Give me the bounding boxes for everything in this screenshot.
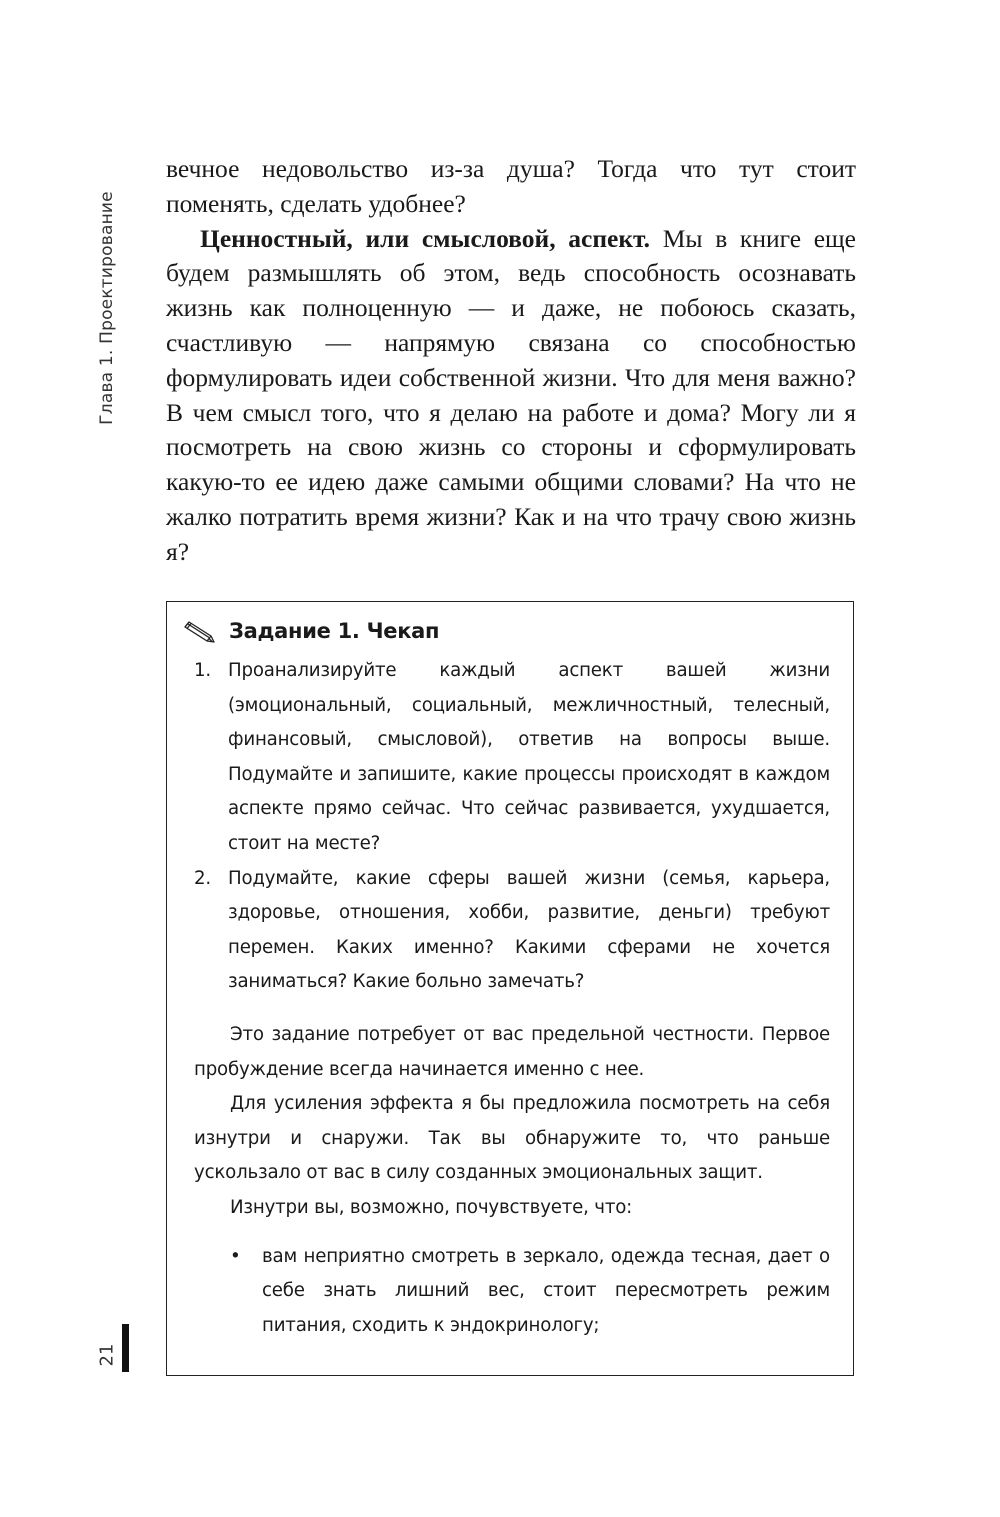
item-number: 1. (194, 660, 211, 681)
page-number-bar (122, 1324, 129, 1372)
pencil-icon (183, 618, 217, 644)
task-title: Задание 1. Чекап (229, 619, 440, 643)
paragraph-text: Мы в книге еще будем размышлять об этом, ведь способность осознавать жизнь как полноценную — и даже, не побоюсь сказать, счастливую — напрямую связана со способностью формулировать идеи собственной жизни. Что для меня важно? В чем смысл того, что я делаю на работе и дома? Могу ли я посмотреть на свою жизнь со стороны и сформулировать какую-то ее идею даже самыми общими словами? На что не жалко потратить время жизни? Как и на что трачу свою жизнь я? (166, 223, 857, 566)
task-header (183, 618, 439, 644)
main-text (166, 152, 856, 570)
aspect-heading: Ценностный, или смысловой, аспект. (200, 223, 651, 253)
bullet-text: вам неприятно смотреть в зеркало, одежда тесная, дает о себе знать лишний вес, стоит пересмотреть режим питания, сходить к эндокринологу; (262, 1245, 830, 1336)
item-text: Проанализируйте каждый аспект вашей жизни (эмоциональный, социальный, межличностный, телесный, финансовый, смысловой), ответив на вопросы выше. Подумайте и запишите, какие процессы происходят в каждом аспекте прямо сейчас. Что сейчас развивается, ухудшается, стоит на месте? (228, 660, 830, 854)
page-number-text: 21 (96, 1343, 118, 1367)
paragraph-value-aspect (166, 222, 856, 570)
item-number: 2. (194, 867, 211, 889)
running-head-text: Глава 1. Проектирование (97, 191, 117, 425)
bullet-list (194, 1240, 830, 1344)
bullet-marker: • (230, 1245, 241, 1267)
task-list-item (194, 862, 830, 1000)
task-list-item (194, 654, 830, 862)
page-number (92, 1330, 122, 1380)
task-list (194, 654, 830, 1000)
task-body (194, 654, 830, 1343)
paragraph: Это задание потребует от вас предельной честности. Первое пробуждение всегда начинается именно с нее. (194, 1023, 830, 1080)
task-box (166, 601, 854, 1376)
running-head (92, 158, 122, 458)
bullet-item (194, 1240, 830, 1344)
item-text: Подумайте, какие сферы вашей жизни (семья, карьера, здоровье, отношения, хобби, развитие, деньги) требуют перемен. Каких именно? Какими сферами не хочется заниматься? Какие больно замечать? (228, 867, 830, 993)
paragraph: Для усиления эффекта я бы предложила посмотреть на себя изнутри и снаружи. Так вы обнаружите то, что раньше ускользало от вас в силу созданных эмоциональных защит. (194, 1093, 830, 1184)
paragraph: Изнутри вы, возможно, почувствуете, что: (230, 1196, 633, 1218)
paragraph: вечное недовольство из-за душа? Тогда что тут стоит поменять, сделать удобнее? (166, 154, 856, 218)
